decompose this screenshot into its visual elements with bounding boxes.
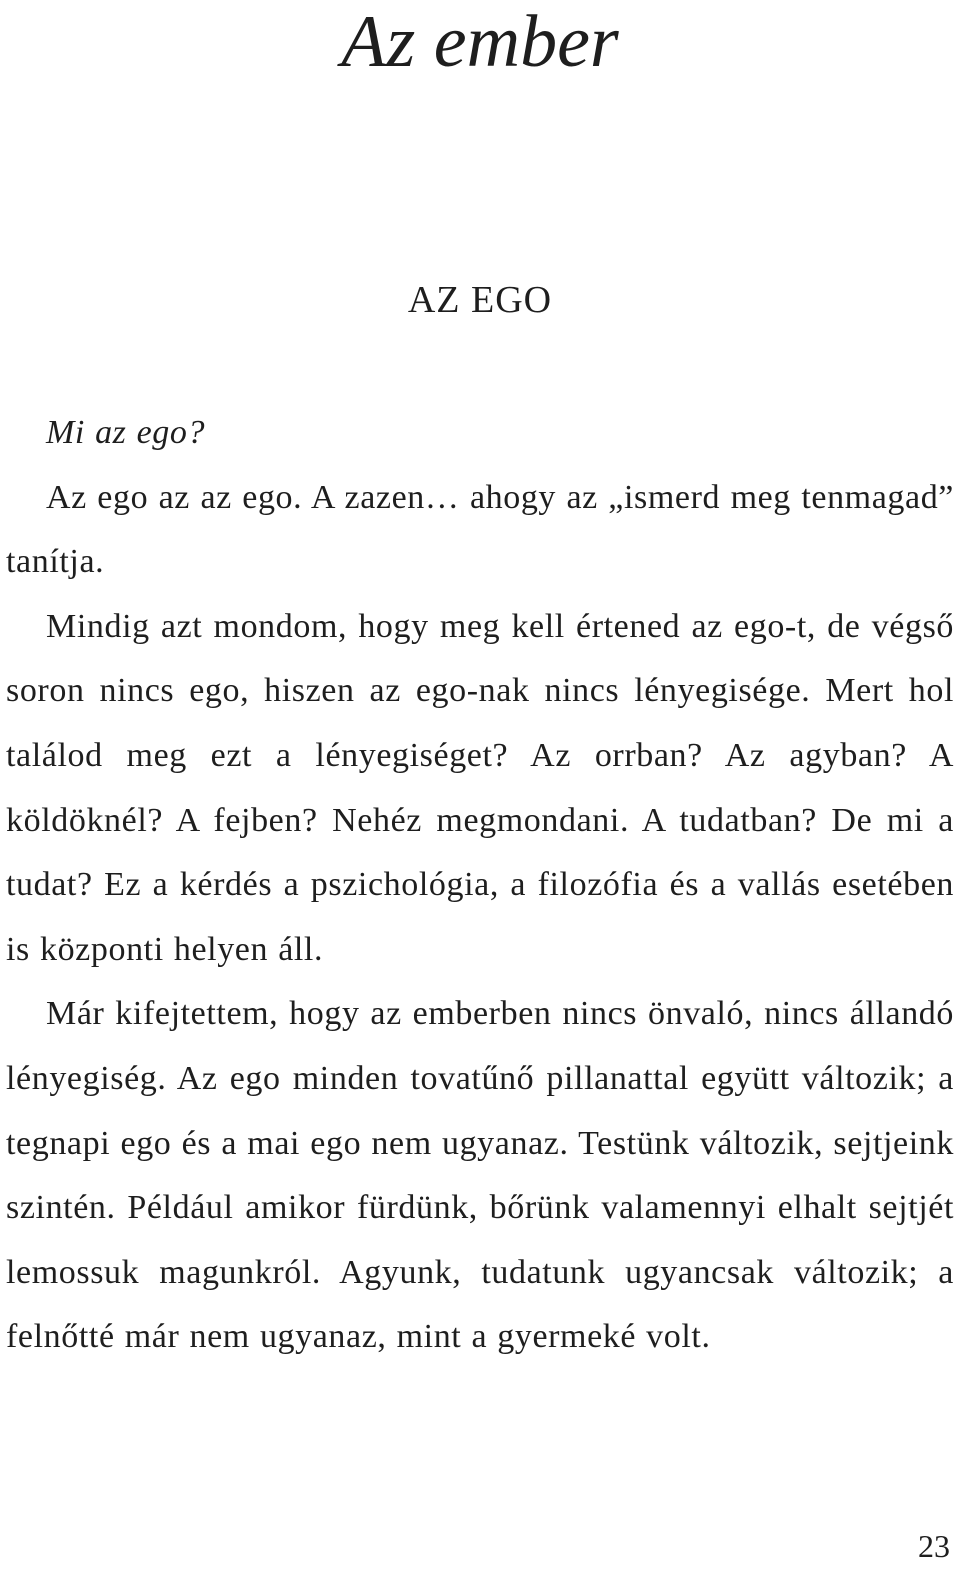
question-paragraph: Mi az ego? — [46, 414, 206, 451]
paragraph-3: Már kifejtettem, hogy az emberben nincs önvaló, nincs állandó lényegiség. Az ego minden tovatűnő pillanattal együtt változik; a tegnapi ego és a mai ego nem ugyanaz. Testünk változik, sejtjeink szintén. Például amikor fürdünk, bőrünk valamennyi elhalt sejtjét lemossuk magunkról. Agyunk, tudatunk ugyancsak változik; a felnőtté már nem ugyanaz, mint a gyermeké volt. — [6, 995, 954, 1356]
section-title: AZ EGO — [407, 279, 553, 321]
paragraph-1: Az ego az az ego. A zazen… ahogy az „ismerd meg tenmagad” tanítja. — [6, 478, 954, 581]
page-number: 23 — [918, 1528, 950, 1564]
paragraph-2: Mindig azt mondom, hogy meg kell értened az ego-t, de végső soron nincs ego, hiszen az ego-nak nincs lényegisége. Mert hol találod meg ezt a lényegiséget? Az orrban? Az agyban? A köldöknél? A fejben? Nehéz megmondani. A tudatban? De mi a tudat? Ez a kérdés a pszichológia, a filozófia és a vallás esetében is központi helyen áll. — [6, 607, 954, 968]
chapter-title: Az ember — [341, 1, 619, 83]
body-text — [6, 401, 954, 1370]
